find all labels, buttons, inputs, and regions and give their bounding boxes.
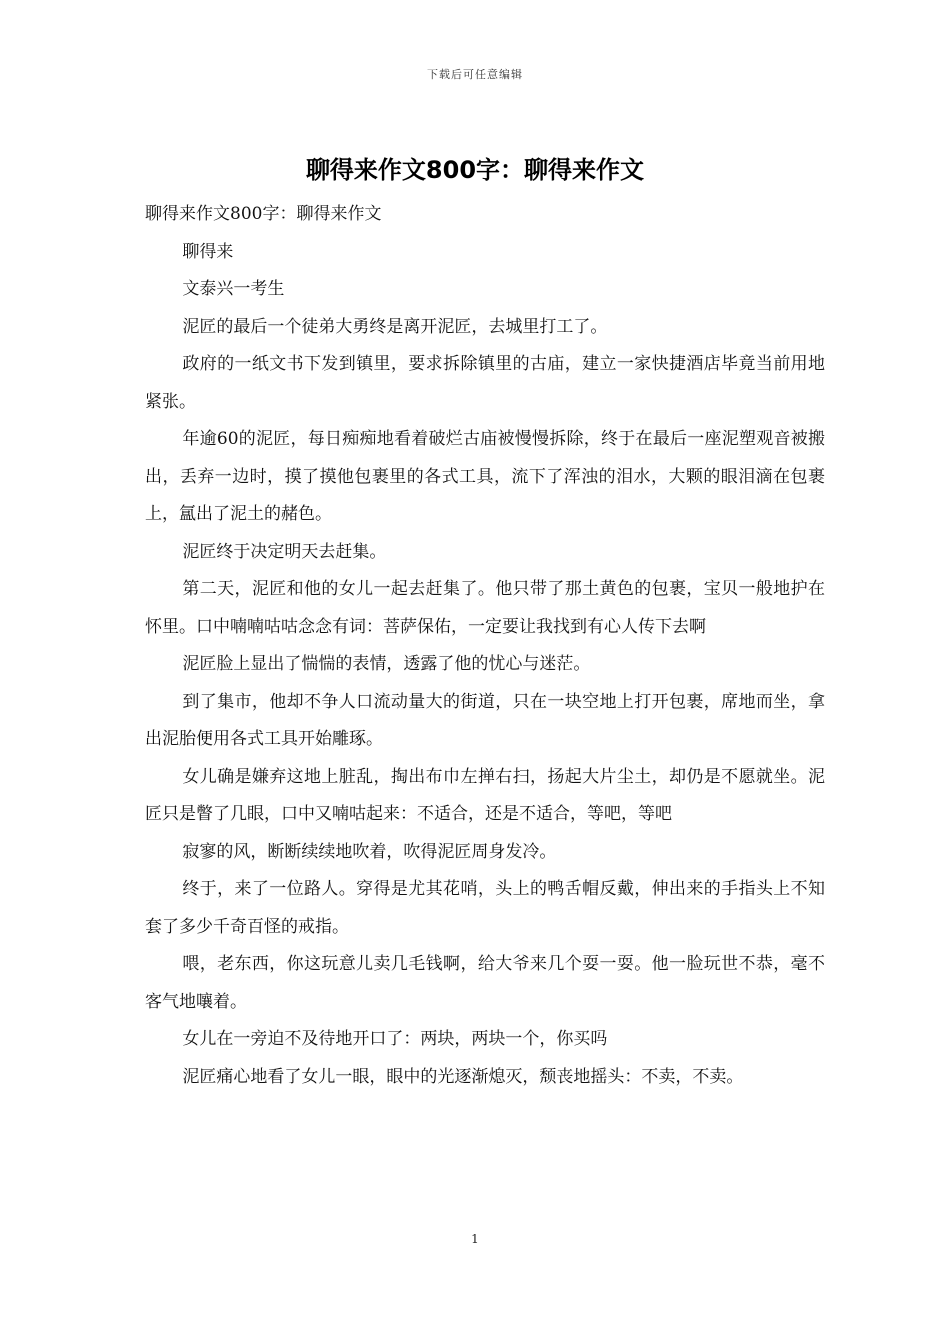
body-paragraph: 寂寥的风，断断续续地吹着，吹得泥匠周身发冷。 (182, 841, 557, 862)
page-number: 1 (471, 1232, 479, 1246)
body-paragraph: 泥匠脸上显出了惴惴的表情，透露了他的忧心与迷茫。 (182, 654, 591, 674)
body-paragraph: 喂，老东西，你这玩意儿卖几毛钱啊，给大爷来几个耍一耍。他一脸玩世不恭，毫不客气地嚷着。 (145, 954, 825, 1012)
subtitle-paragraph: 聊得来作文800字：聊得来作文 (145, 204, 382, 224)
body-paragraph: 到了集市，他却不争人口流动量大的街道，只在一块空地上打开包裹，席地而坐，拿出泥胎便用各式工具开始雕琢。 (145, 691, 825, 749)
body-paragraph: 女儿确是嫌弃这地上脏乱，掏出布巾左掸右扫，扬起大片尘土，却仍是不愿就坐。泥匠只是瞥了几眼，口中又喃咕起来：不适合，还是不适合，等吧，等吧 (145, 766, 825, 824)
body-paragraph: 终于，来了一位路人。穿得是尤其花哨，头上的鸭舌帽反戴，伸出来的手指头上不知套了多少千奇百怪的戒指。 (145, 879, 825, 937)
body-paragraph: 泥匠的最后一个徒弟大勇终是离开泥匠，去城里打工了。 (182, 316, 608, 337)
body-paragraph: 第二天，泥匠和他的女儿一起去赶集了。他只带了那土黄色的包裹，宝贝一般地护在怀里。口中喃喃咕咕念念有词：菩萨保佑，一定要让我找到有心人传下去啊 (145, 579, 825, 637)
page-header-note: 下载后可任意编辑 (427, 68, 523, 81)
document-title: 聊得来作文800字：聊得来作文 (305, 156, 645, 184)
essay-title-paragraph: 聊得来 (182, 241, 234, 262)
body-paragraph: 女儿在一旁迫不及待地开口了：两块，两块一个，你买吗 (182, 1029, 608, 1049)
body-paragraph: 泥匠痛心地看了女儿一眼，眼中的光逐渐熄灭，颓丧地摇头：不卖，不卖。 (182, 1066, 744, 1087)
body-paragraph: 政府的一纸文书下发到镇里，要求拆除镇里的古庙，建立一家快捷酒店毕竟当前用地紧张。 (145, 354, 825, 412)
document-body (145, 196, 825, 1096)
author-paragraph: 文泰兴一考生 (182, 279, 285, 299)
body-paragraph: 年逾60的泥匠，每日痴痴地看着破烂古庙被慢慢拆除，终于在最后一座泥塑观音被搬出，丢弃一边时，摸了摸他包裹里的各式工具，流下了浑浊的泪水，大颗的眼泪滴在包裹上，氲出了泥土的赭色。 (145, 429, 825, 524)
body-paragraph: 泥匠终于决定明天去赶集。 (182, 541, 387, 562)
